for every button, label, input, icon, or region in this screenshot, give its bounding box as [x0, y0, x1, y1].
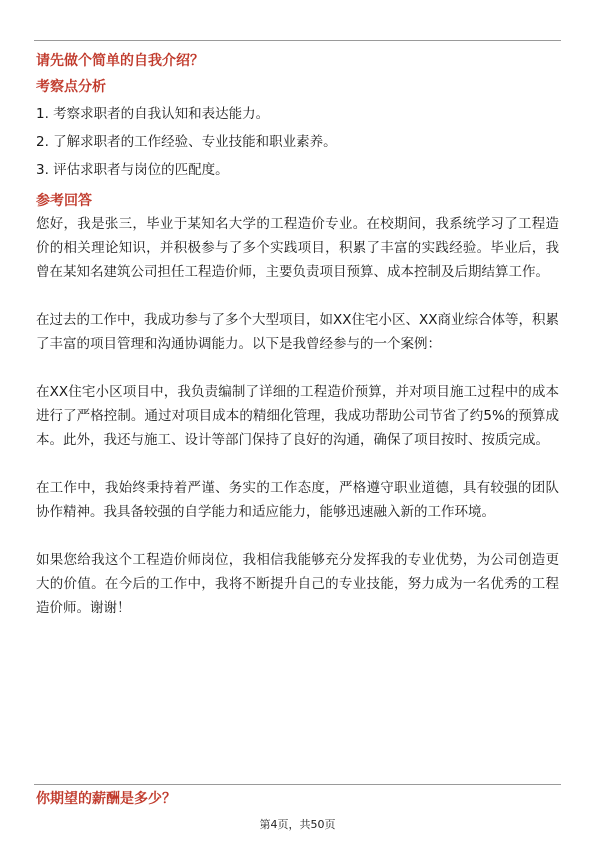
answer-paragraph: 在工作中，我始终秉持着严谨、务实的工作态度，严格遵守职业道德，具有较强的团队协作精神。我具备较强的自学能力和适应能力，能够迅速融入新的工作环境。	[36, 480, 559, 520]
question-heading: 请先做个简单的自我介绍？	[36, 53, 204, 69]
analysis-point: 2. 了解求职者的工作经验、专业技能和职业素养。	[36, 134, 337, 150]
answer-paragraph: 您好，我是张三，毕业于某知名大学的工程造价专业。在校期间，我系统学习了工程造价的相关理论知识，并积极参与了多个实践项目，积累了丰富的实践经验。毕业后，我曾在某知名建筑公司担任工程造价师，主要负责项目预算、成本控制及后期结算工作。	[36, 216, 559, 280]
answer-paragraph: 如果您给我这个工程造价师岗位，我相信我能够充分发挥我的专业优势，为公司创造更大的价值。在今后的工作中，我将不断提升自己的专业技能，努力成为一名优秀的工程造价师。谢谢！	[36, 552, 559, 616]
answer-paragraph: 在过去的工作中，我成功参与了多个大型项目，如XX住宅小区、XX商业综合体等，积累了丰富的项目管理和沟通协调能力。以下是我曾经参与的一个案例：	[36, 312, 559, 352]
analysis-point: 1. 考察求职者的自我认知和表达能力。	[36, 106, 270, 122]
next-question-heading: 你期望的薪酬是多少？	[36, 791, 176, 807]
top-divider	[34, 40, 561, 41]
bottom-divider	[34, 784, 561, 785]
analysis-heading: 考察点分析	[36, 79, 106, 95]
answer-heading: 参考回答	[36, 193, 92, 209]
page-number: 第4页，共50页	[259, 818, 336, 831]
analysis-point: 3. 评估求职者与岗位的匹配度。	[36, 162, 229, 178]
page-content	[36, 46, 559, 620]
answer-paragraph: 在XX住宅小区项目中，我负责编制了详细的工程造价预算，并对项目施工过程中的成本进行了严格控制。通过对项目成本的精细化管理，我成功帮助公司节省了约5%的预算成本。此外，我还与施工、设计等部门保持了良好的沟通，确保了项目按时、按质完成。	[36, 384, 559, 448]
analysis-list	[36, 100, 559, 184]
